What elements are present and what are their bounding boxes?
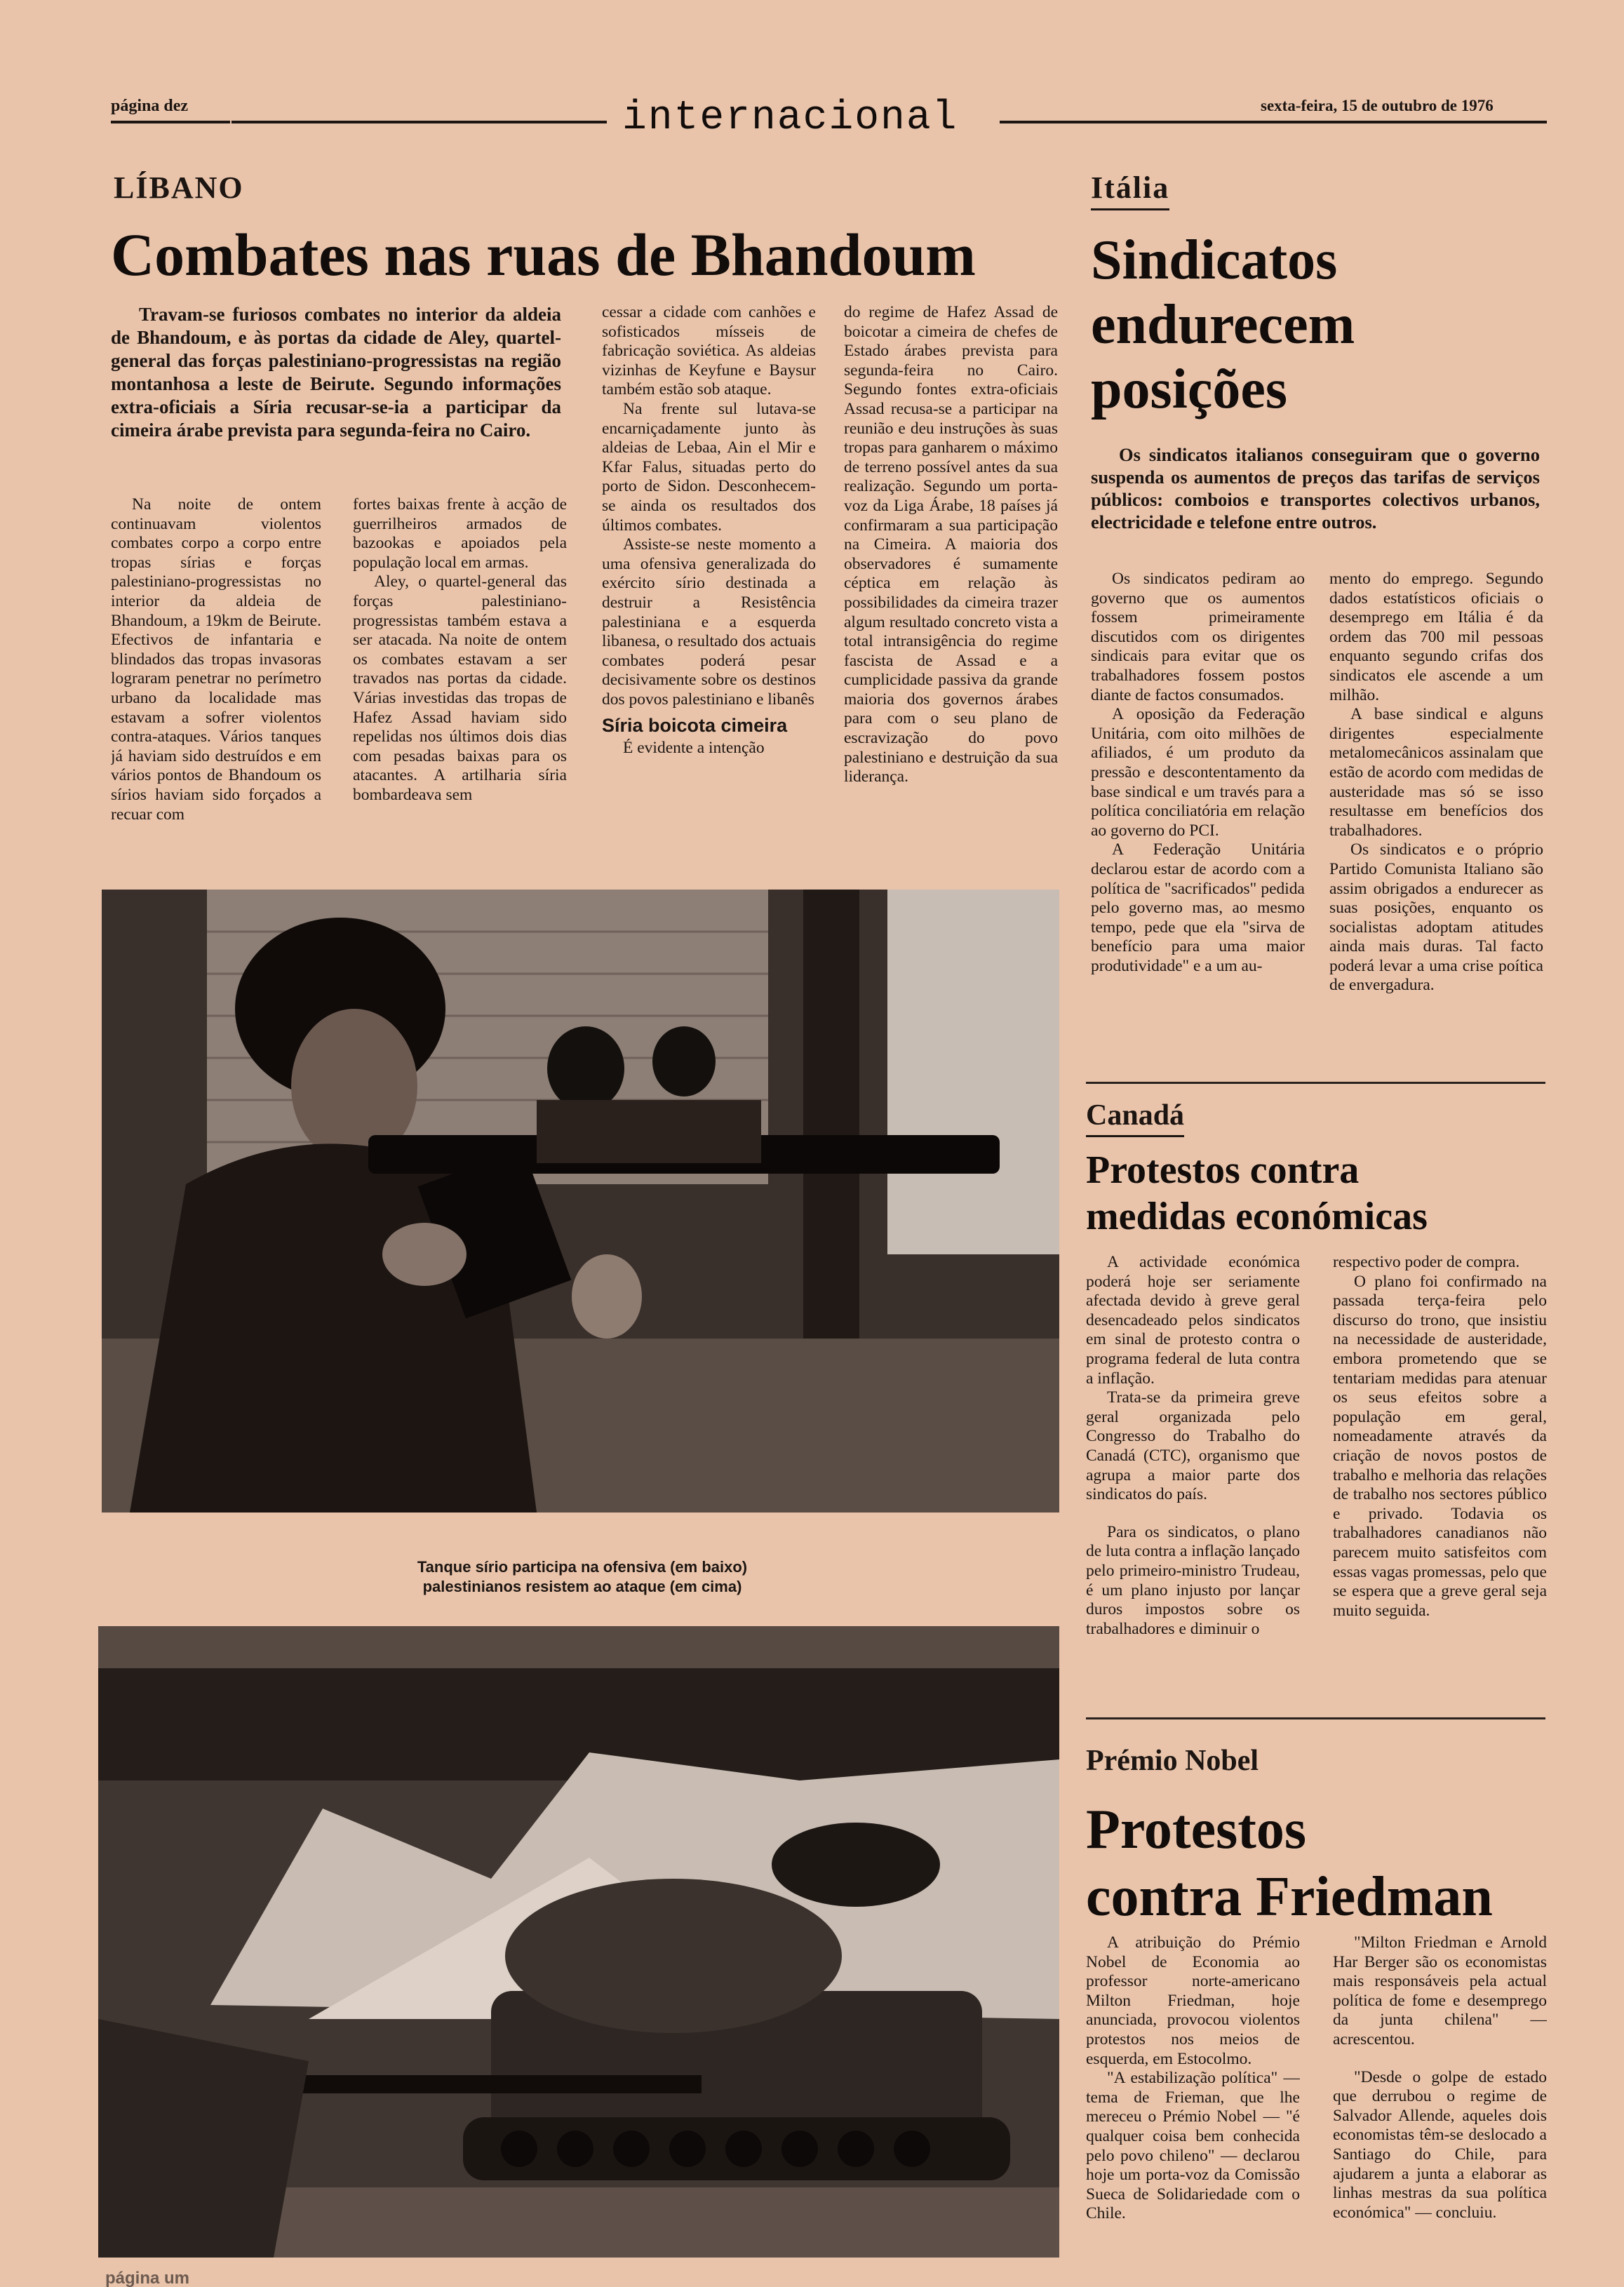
nobel-col1-para: "A estabilização política" — tema de Frieman, que lhe mereceu o Prémio Nobel — "é qualquer coisa bem conhecida pelo povo chileno" — declarou hoje um porta-voz da Comissão Sueca de Solidariedade com o Chile. <box>1086 2069 1300 2223</box>
separator-canada-nobel <box>1086 1717 1545 1719</box>
nobel-col-1 <box>1086 1933 1300 2270</box>
libano-kicker: LÍBANO <box>114 170 244 205</box>
canada-col1-para: A actividade económica poderá hoje ser seriamente afectada devido à greve geral desencadeado pelos sindicatos em sinal de protesto contra o programa federal de luta contra a inflação. <box>1086 1253 1300 1388</box>
nobel-col2-para: "Milton Friedman e Arnold Har Berger são os economistas mais responsáveis pela actual política de fome e desemprego da junta chilena" — acrescentou. <box>1333 1933 1547 2048</box>
libano-col4-para: do regime de Hafez Assad de boicotar a cimeira de chefes de Estado árabes prevista para segunda-feira no Cairo. Segundo fontes extra-oficiais Assad recusa-se a participar na reunião e deu instruções às suas tropas para ganharem o máximo de terreno possível antes da sua realização. Segundo um porta-voz da Liga Árabe, 18 países já confirmaram a sua participação na Cimeira. A maioria dos observadores é sumamente céptica em relação às possibilidades da cimeira trazer algum resultado concreto vista a total intransigência do regime fascista de Assad e a cumplicidade passiva da grande maioria dos governos árabes para com o seu plano de escravização do povo palestiniano e destruição da sua liderança. <box>844 303 1058 786</box>
separator-italia-canada <box>1086 1082 1545 1084</box>
photo-palestinian-fighters <box>102 890 1059 1513</box>
nobel-col-2 <box>1333 1933 1547 2270</box>
italia-col-1 <box>1091 570 1305 1062</box>
canada-kicker: Canadá <box>1086 1099 1184 1137</box>
photo-caption <box>302 1557 863 1597</box>
photo-syrian-tank <box>98 1626 1059 2258</box>
nobel-col1-para: A atribuição do Prémio Nobel de Economia ao professor norte-americano Milton Friedman, hoje anunciada, provocou violentos protestos nos meios de esquerda, em Estocolmo. <box>1086 1933 1300 2068</box>
italia-col2-para: mento do emprego. Segundo dados estatísticos oficiais o desemprego em Itália é da ordem das 700 mil pessoas enquanto segundo crifas dos sindicatos ele ascende a um milhão. <box>1329 570 1543 704</box>
header-rule-under-label <box>111 121 230 123</box>
italia-headline-line-1: Sindicatos <box>1091 229 1338 291</box>
photo-caption-line-1: Tanque sírio participa na ofensiva (em baixo) <box>417 1558 748 1576</box>
canada-col2-para: respectivo poder de compra. <box>1333 1253 1520 1271</box>
libano-col1-para: Na noite de ontem continuavam violentos combates corpo a corpo entre tropas sírias e forças palestiniano-progressistas no interior da aldeia de Bhandoum, a 19km de Beirute. Efectivos de infantaria e blindados das tropas invasoras lograram penetrar no perímetro urbano da localidade mas estavam a sofrer violentos contra-ataques. Vários tanques já haviam sido destruídos e em vários pontos de Bhandoum os sírios haviam sido forçados a recuar com <box>111 495 321 824</box>
italia-col1-para: A Federação Unitária declarou estar de acordo com a política de "sacrificados" pedida pelo governo mas, ao mesmo tempo, pede que ela "sirva de benefício para uma maior produtividade" e a um au- <box>1091 840 1305 975</box>
libano-subhead: Síria boicota cimeira <box>602 715 788 737</box>
libano-col2-para: fortes baixas frente à acção de guerrilheiros armados de bazookas e apoiados pela população local em armas. <box>353 495 567 572</box>
canada-col-2 <box>1333 1253 1547 1695</box>
header-rule-left <box>231 121 621 123</box>
libano-col-1 <box>111 495 321 857</box>
italia-lead: Os sindicatos italianos conseguiram que o governo suspenda os aumentos de preços das tarifas de serviços públicos: comboios e transportes colectivos urbanos, electricidade e telefone entre outros. <box>1091 444 1540 532</box>
italia-kicker: Itália <box>1091 170 1169 210</box>
libano-col-2 <box>353 495 567 857</box>
italia-col1-para: Os sindicatos pediram ao governo que os aumentos fossem primeiramente discutidos com os dirigentes sindicais para evitar que os trabalhadores fossem postos diante de factos consumados. <box>1091 570 1305 704</box>
libano-col3-para: Na frente sul lutava-se encarniçadamente junto às aldeias de Lebaa, Ain el Mir e Kfar Falus, situadas perto do porto de Sidon. Desconhecem-se ainda os resultados dos últimos combates. <box>602 399 816 535</box>
canada-headline <box>1086 1147 1428 1240</box>
libano-col3-para: Assiste-se neste momento a uma ofensiva generalizada do exército sírio destinada a destruir a Resistência palestiniana e a esquerda libanesa, o resultado dos actuais combates poderá pesar decisivamente sobre os destinos dos povos palestiniano e libanês <box>602 535 816 709</box>
libano-col3-para: É evidente a intenção <box>623 739 765 758</box>
libano-col3-para: cessar a cidade com canhões e sofisticados mísseis de fabricação soviética. As aldeias vizinhas de Keyfune e Baysur também estão sob ataque. <box>602 303 816 399</box>
canada-col1-para: Trata-se da primeira greve geral organizada pelo Congresso do Trabalho do Canadá (CTC), organismo que agrupa a maior parte dos sindicatos do país. <box>1086 1388 1300 1504</box>
italia-col2-para: Os sindicatos e o próprio Partido Comunista Italiano são assim obrigados a endurecer as suas posições, enquanto os socialistas adoptam atitudes ainda mais duras. Tal facto poderá levar a uma crise poítica de envergadura. <box>1329 840 1543 995</box>
header-rule-right <box>1000 121 1547 123</box>
italia-col2-para: A base sindical e alguns dirigentes especialmente metalomecânicos assinalam que estão de acordo com medidas de austeridade mas só se isso resultasse em benefícios dos trabalhadores. <box>1329 705 1543 840</box>
nobel-headline-line-2: contra Friedman <box>1086 1866 1493 1928</box>
nobel-headline <box>1086 1796 1493 1931</box>
footer-fragment: página um <box>105 2269 190 2287</box>
canada-col1-para: Para os sindicatos, o plano de luta contra a inflação lançado pelo primeiro-ministro Trudeau, é um plano injusto por lançar duros impostos sobre os trabalhadores e diminuir o <box>1086 1522 1300 1638</box>
nobel-col2-para: "Desde o golpe de estado que derrubou o regime de Salvador Allende, aqueles dois economistas têm-se deslocado a Santiago do Chile, para ajudarem a junta a elaborar as linhas mestras da sua política económica" — concluiu. <box>1333 2067 1547 2222</box>
canada-headline-line-1: Protestos contra <box>1086 1148 1360 1192</box>
canada-col-1 <box>1086 1253 1300 1695</box>
libano-headline: Combates nas ruas de Bhandoum <box>111 221 976 288</box>
italia-headline-line-2: endurecem <box>1091 294 1355 356</box>
page-label: página dez <box>111 97 189 115</box>
nobel-headline-line-1: Protestos <box>1086 1799 1306 1860</box>
italia-headline <box>1091 228 1355 422</box>
libano-col-4 <box>844 303 1058 857</box>
italia-headline-line-3: posições <box>1091 358 1287 420</box>
canada-col2-para: O plano foi confirmado na passada terça-feira pelo discurso do trono, que insistiu na necessidade de austeridade, embora prometendo que se tentariam medidas para atenuar os seus efeitos sobre a população em geral, nomeadamente através da criação de novos postos de trabalho e melhoria das relações de trabalho nos sectores público e privado. Todavia os trabalhadores canadianos não parecem muito satisfeitos com essas vagas promessas, pelo que se espera que a greve geral seja muito seguida. <box>1333 1272 1547 1620</box>
photo-caption-line-2: palestinianos resistem ao ataque (em cima) <box>422 1578 742 1595</box>
libano-col-3 <box>602 303 816 857</box>
section-title: internacional <box>607 95 973 141</box>
libano-col2-para: Aley, o quartel-general das forças palestiniano-progressistas também estava a ser atacada. Na noite de ontem os combates estavam a ser travados nas portas da cidade. Várias investidas das tropas de Hafez Assad haviam sido repelidas nos últimos dois dias com pesadas baixas para os atacantes. A artilharia síria bombardeava sem <box>353 572 567 804</box>
italia-col-2 <box>1329 570 1543 1062</box>
nobel-kicker: Prémio Nobel <box>1086 1745 1259 1777</box>
libano-lead: Travam-se furiosos combates no interior da aldeia de Bhandoum, e às portas da cidade de Aley, quartel-general das forças palestiniano-progressistas na região montanhosa a leste de Beirute. Segundo informações extra-oficiais a Síria recusar-se-ia a participar da cimeira árabe prevista para segunda-feira no Cairo. <box>111 304 561 441</box>
canada-headline-line-2: medidas económicas <box>1086 1195 1428 1238</box>
italia-col1-para: A oposição da Federação Unitária, com oito milhões de afiliados, é um produto da pressão e descontentamento da base sindical e um través para a política conciliatória em relação ao governo do PCI. <box>1091 705 1305 840</box>
issue-date: sexta-feira, 15 de outubro de 1976 <box>1261 97 1494 114</box>
